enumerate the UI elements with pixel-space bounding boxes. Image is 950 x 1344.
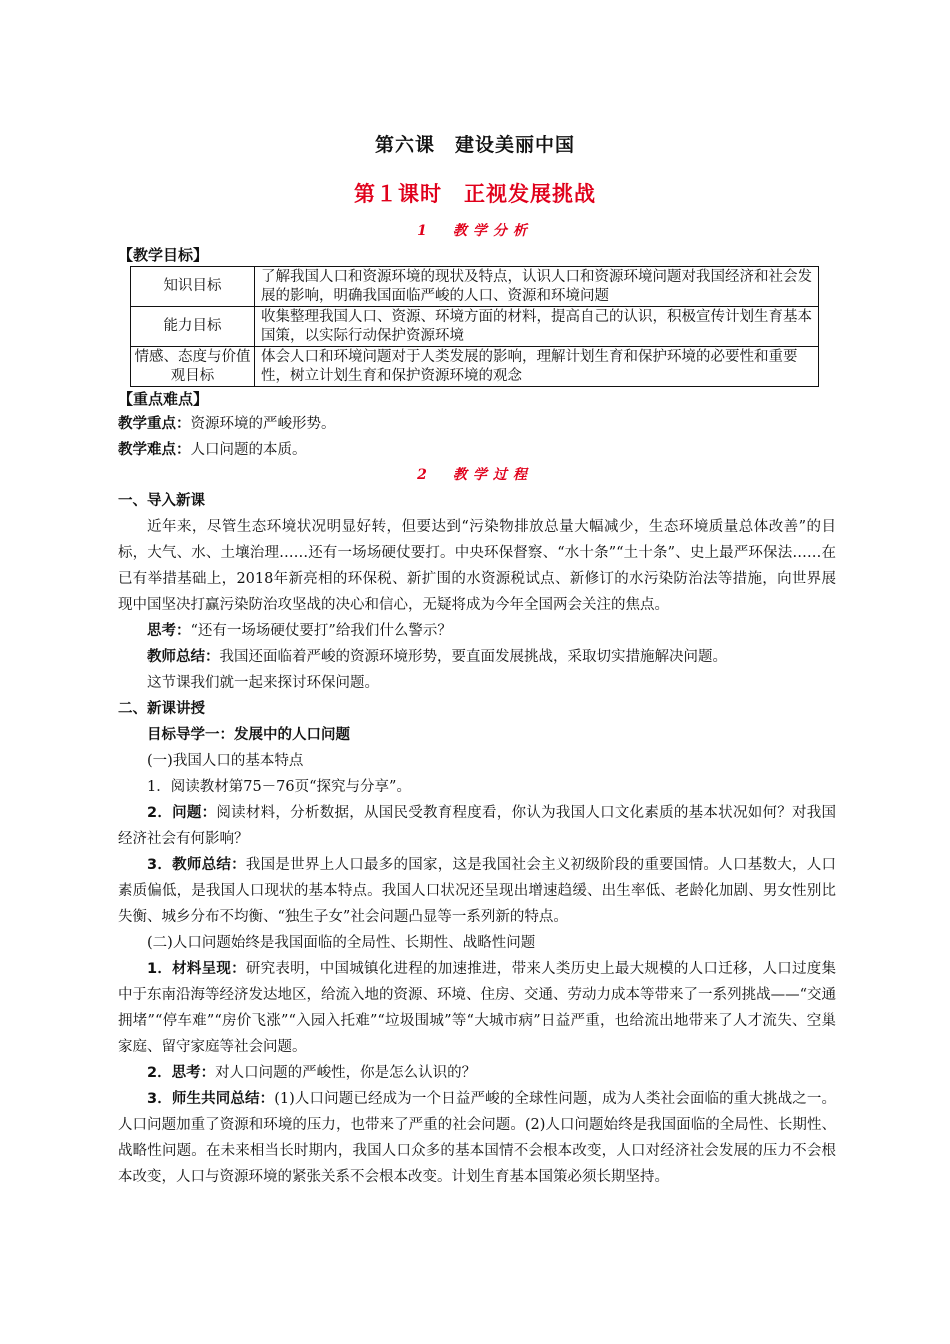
objective-type: 情感、态度与价值观目标 [131, 347, 255, 387]
focus-label: 教学重点： [118, 416, 191, 432]
sub2-heading: (二)人口问题始终是我国面临的全局性、长期性、战略性问题 [147, 935, 536, 951]
objective-content: 了解我国人口和资源环境的现状及特点，认识人口和资源环境问题对我国经济和社会发展的影响，明确我国面临严峻的人口、资源和环境问题 [255, 267, 819, 307]
objective-content: 体会人口和环境问题对于人类发展的影响，理解计划生育和保护环境的必要性和重要性，树立计划生育和保护资源环境的观念 [255, 347, 819, 387]
item2-text: 阅读材料，分析数据，从国民受教育程度看，你认为我国人口文化素质的基本状况如何？对我国经济社会有何影响？ [118, 805, 836, 847]
transition-paragraph: 这节课我们就一起来探讨环保问题。 [147, 675, 379, 691]
item5-paragraph [118, 1060, 836, 1086]
think-label: 思考： [147, 623, 191, 639]
item2-label: 2．问题： [147, 805, 217, 821]
section-heading-analysis: 1 教学分析 [417, 223, 533, 239]
think-paragraph [118, 618, 836, 644]
think-text: “还有一场场硬仗要打”给我们什么警示？ [190, 623, 452, 639]
objective-type: 知识目标 [131, 267, 255, 307]
summary-paragraph [118, 644, 836, 670]
key-points-label: 【重点难点】 [118, 390, 209, 408]
part2-title: 二、新课讲授 [118, 701, 205, 717]
intro-paragraph: 近年来，尽管生态环境状况明显好转，但要达到“污染物排放总量大幅减少，生态环境质量总体改善”的目标，大气、水、土壤治理……还有一场场硬仗要打。中央环保督察、“水十条”“土十条”、史上最严环保法……在已有举措基础上，2018年新亮相的环保税、新扩围的水资源税试点、新修订的水污染防治法等措施，向世界展现中国坚决打赢污染防治攻坚战的决心和信心，无疑将成为今年全国两会关注的焦点。 [118, 519, 836, 613]
item1-paragraph: 1．阅读教材第75－76页“探究与分享”。 [147, 779, 411, 795]
teaching-difficulty [118, 440, 307, 460]
section-heading-process: 2 教学过程 [417, 467, 533, 483]
objectives-label: 【教学目标】 [118, 246, 209, 264]
process-content [118, 488, 836, 1190]
item6-paragraph [118, 1086, 836, 1190]
goal1-heading: 目标导学一：发展中的人口问题 [147, 727, 350, 743]
objective-content: 收集整理我国人口、资源、环境方面的材料，提高自己的认识，积极宣传计划生育基本国策，以实际行动保护资源环境 [255, 307, 819, 347]
item3-label: 3．教师总结： [147, 857, 246, 873]
summary-label: 教师总结： [147, 649, 220, 665]
focus-text: 资源环境的严峻形势。 [190, 416, 336, 432]
period-title: 第１课时 正视发展挑战 [354, 182, 596, 206]
item3-paragraph [118, 852, 836, 930]
item5-text: 对人口问题的严峻性，你是怎么认识的？ [215, 1065, 477, 1081]
table-row [131, 267, 819, 307]
item4-paragraph [118, 956, 836, 1060]
teaching-focus [118, 414, 336, 434]
objective-type: 能力目标 [131, 307, 255, 347]
part1-title: 一、导入新课 [118, 493, 205, 509]
objectives-table [130, 266, 819, 387]
table-row [131, 307, 819, 347]
sub1-heading: (一)我国人口的基本特点 [147, 753, 304, 769]
difficulty-label: 教学难点： [118, 442, 191, 458]
item4-label: 1．材料呈现： [147, 961, 246, 977]
item6-text: (1)人口问题已经成为一个日益严峻的全球性问题，成为人类社会面临的重大挑战之一。人口问题加重了资源和环境的压力，也带来了严重的社会问题。(2)人口问题始终是我国面临的全局性、长期性、战略性问题。在未来相当长时期内，我国人口众多的基本国情不会根本改变，人口对经济社会发展的压力不会根本改变，人口与资源环境的紧张关系不会根本改变。计划生育基本国策必须长期坚持。 [118, 1091, 836, 1185]
item3-text: 我国是世界上人口最多的国家，这是我国社会主义初级阶段的重要国情。人口基数大，人口素质偏低，是我国人口现状的基本特点。我国人口状况还呈现出增速趋缓、出生率低、老龄化加剧、男女性别比失衡、城乡分布不均衡、“独生子女”社会问题凸显等一系列新的特点。 [118, 857, 836, 925]
summary-text: 我国还面临着严峻的资源环境形势，要直面发展挑战，采取切实措施解决问题。 [219, 649, 727, 665]
item4-text: 研究表明，中国城镇化进程的加速推进，带来人类历史上最大规模的人口迁移，人口过度集中于东南沿海等经济发达地区，给流入地的资源、环境、住房、交通、劳动力成本等带来了一系列挑战——“交通拥堵”“停车难”“房价飞涨”“入园入托难”“垃圾围城”等“大城市病”日益严重，也给流出地带来了人才流失、空巢家庭、留守家庭等社会问题。 [118, 961, 836, 1055]
lesson-title: 第六课 建设美丽中国 [374, 134, 575, 156]
item2-paragraph [118, 800, 836, 852]
table-row [131, 347, 819, 387]
item6-label: 3．师生共同总结： [147, 1091, 275, 1107]
difficulty-text: 人口问题的本质。 [190, 442, 307, 458]
item5-label: 2．思考： [147, 1065, 216, 1081]
